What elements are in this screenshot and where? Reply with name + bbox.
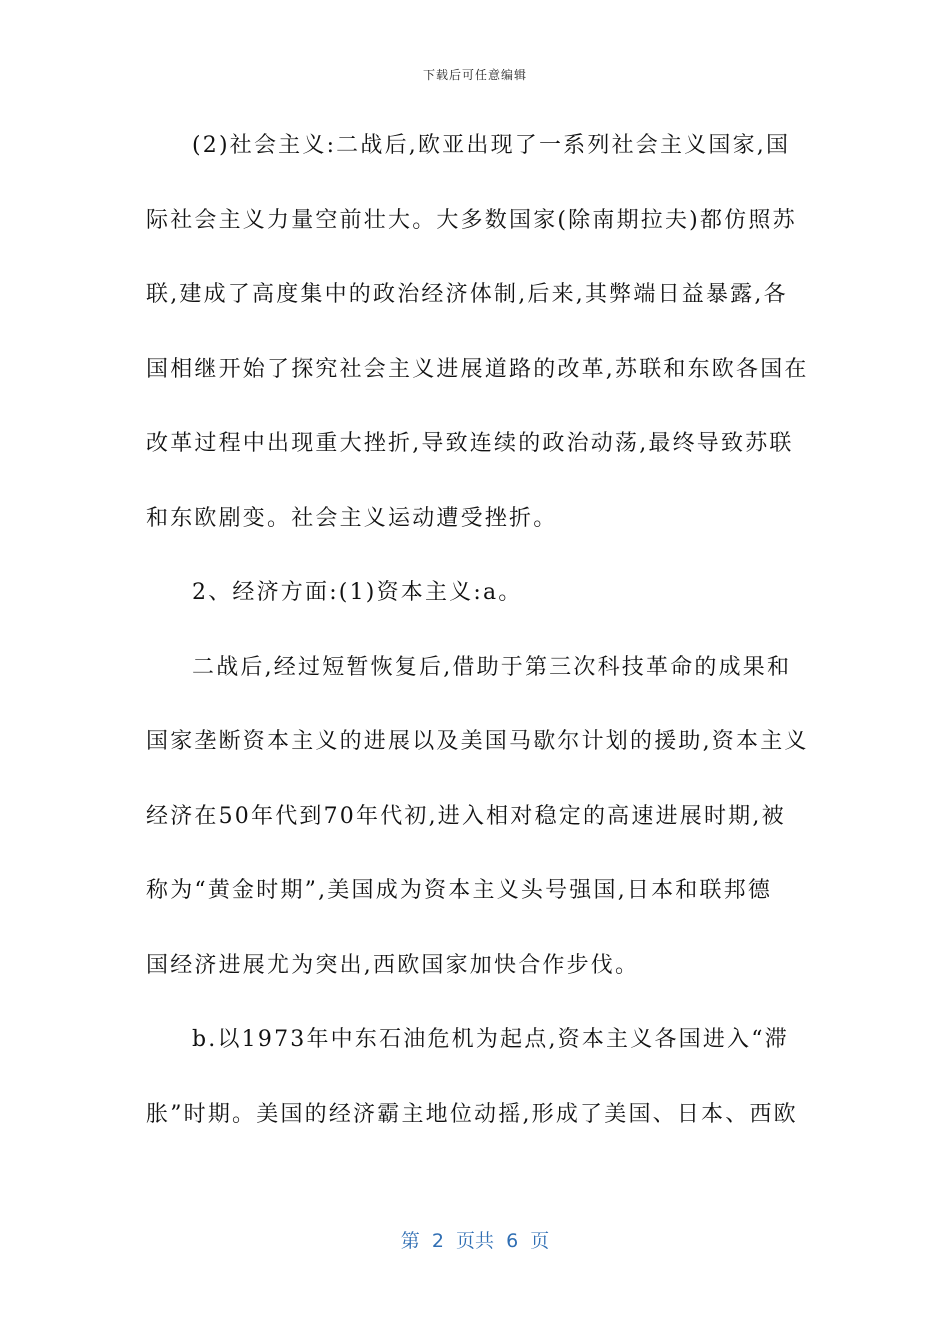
text-line: 胀”时期。美国的经济霸主地位动摇,形成了美国、日本、西欧 [146, 1101, 798, 1127]
text-line: 国相继开始了探究社会主义进展道路的改革,苏联和东欧各国在 [146, 356, 809, 382]
document-body [146, 124, 809, 1167]
text-line: 联,建成了高度集中的政治经济体制,后来,其弊端日益暴露,各 [146, 282, 788, 307]
text-line: (2)社会主义:二战后,欧亚出现了一系列社会主义国家,国 [192, 133, 791, 158]
text-line: 改革过程中出现重大挫折,导致连续的政治动荡,最终导致苏联 [146, 431, 794, 456]
page-header: 下载后可任意编辑 [422, 68, 527, 82]
text-line: 二战后,经过短暂恢复后,借助于第三次科技革命的成果和 [192, 654, 792, 680]
text-line: b.以1973年中东石油危机为起点,资本主义各国进入“滞 [192, 1027, 789, 1052]
text-line: 2、经济方面:(1)资本主义:a。 [192, 580, 523, 605]
text-line: 经济在50年代到70年代初,进入相对稳定的高速进展时期,被 [146, 803, 786, 829]
page-footer: 第 2 页共 6 页 [400, 1230, 550, 1252]
text-line: 和东欧剧变。社会主义运动遭受挫折。 [146, 505, 558, 531]
text-line: 称为“黄金时期”,美国成为资本主义头号强国,日本和联邦德 [146, 878, 773, 903]
text-line: 国经济进展尤为突出,西欧国家加快合作步伐。 [146, 952, 640, 978]
text-line: 国家垄断资本主义的进展以及美国马歇尔计划的援助,资本主义 [146, 729, 809, 754]
text-line: 际社会主义力量空前壮大。大多数国家(除南期拉夫)都仿照苏 [146, 207, 797, 233]
